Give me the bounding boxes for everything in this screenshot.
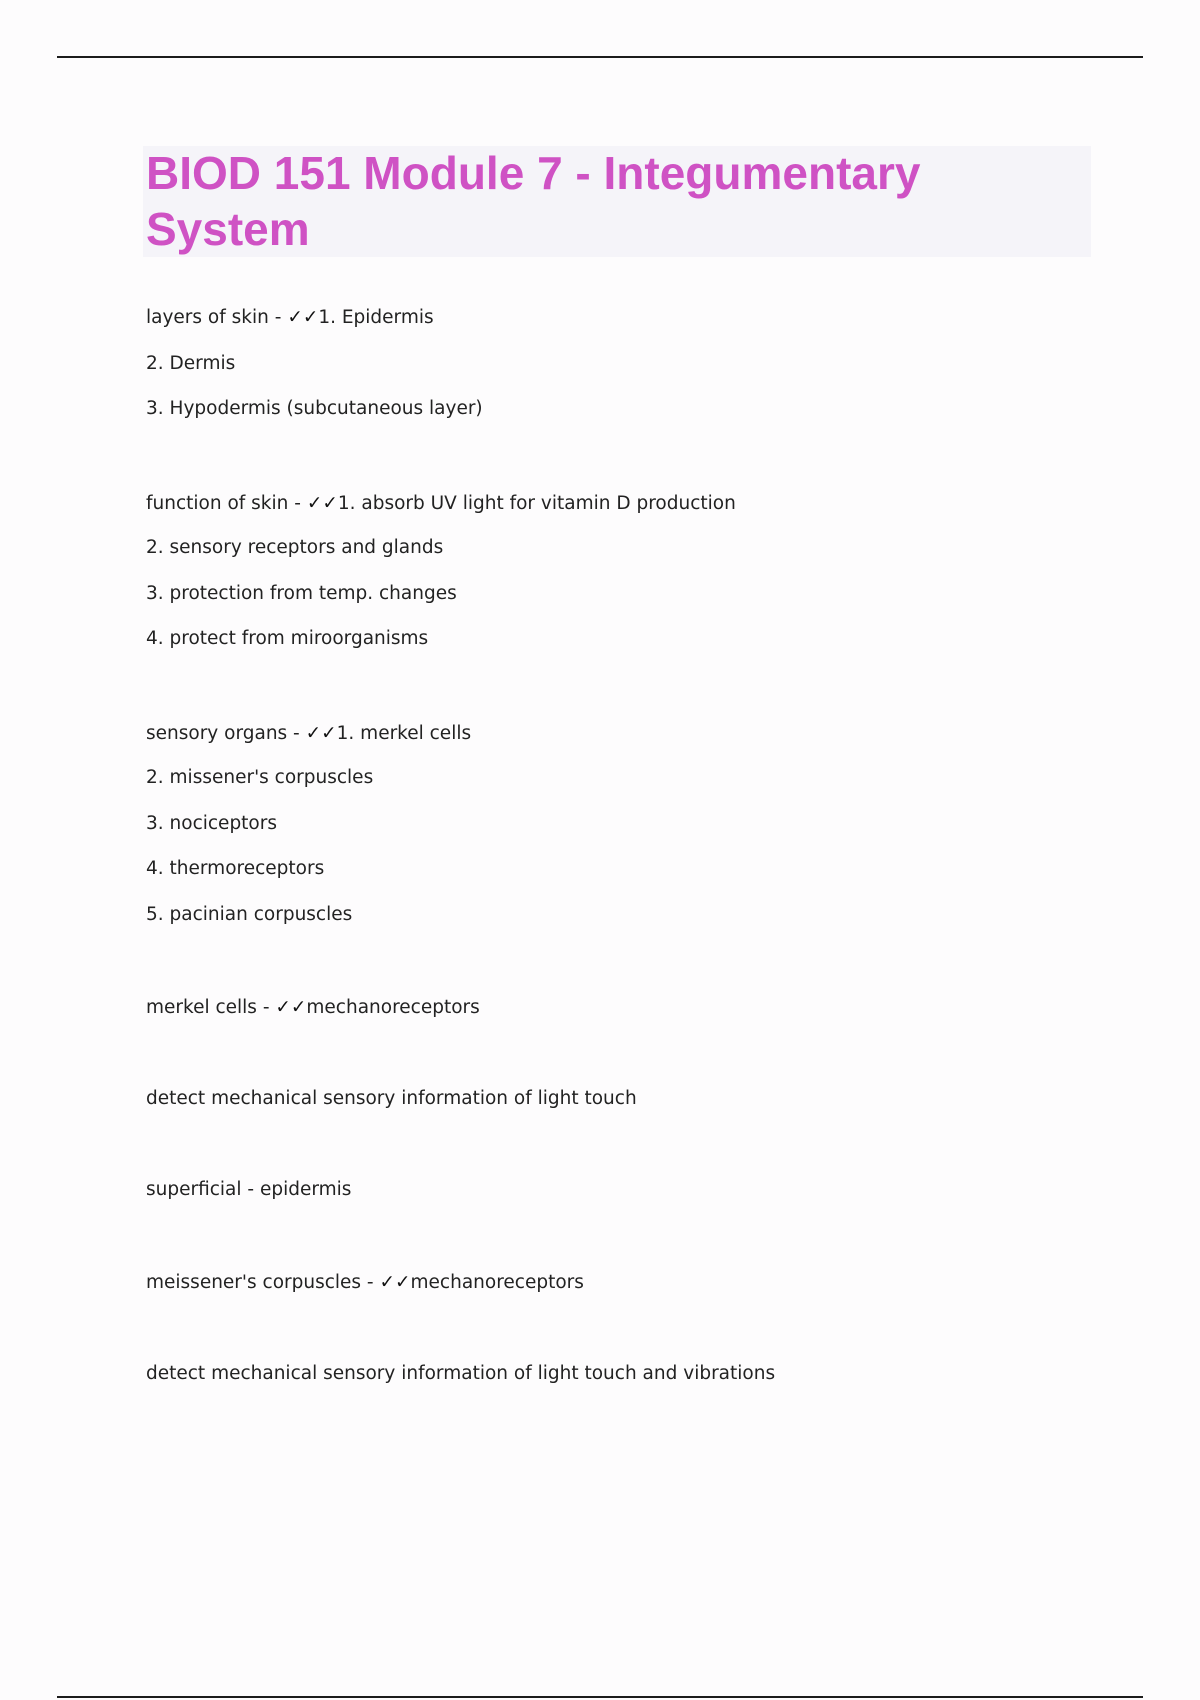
entry-definition: 1. Epidermis [318,307,434,328]
footer-rule [57,1696,1143,1698]
entry-line: 2. Dermis [146,353,236,374]
entry-line: detect mechanical sensory information of light touch [146,1088,637,1109]
entry-line: 5. pacinian corpuscles [146,904,353,925]
double-check-icon: ✓✓ [379,1272,411,1293]
entry-definition: 1. merkel cells [336,723,472,744]
document-title: BIOD 151 Module 7 - Integumentary System [146,147,921,255]
entry-term-line [146,996,480,1020]
entry-line: detect mechanical sensory information of light touch and vibrations [146,1363,776,1384]
entry-term-line [146,1271,584,1295]
double-check-icon: ✓✓ [306,493,338,514]
entry-term-line [146,722,471,746]
entry-term: layers of skin - [146,307,288,328]
entry-definition: mechanoreceptors [410,1272,584,1293]
entry-term-line [146,492,736,516]
entry-line: 3. protection from temp. changes [146,583,457,604]
entry-line: 3. Hypodermis (subcutaneous layer) [146,398,483,419]
entry-line: 3. nociceptors [146,813,277,834]
entry-term: merkel cells - [146,997,276,1018]
entry-line: superficial - epidermis [146,1179,352,1200]
entry-line: 2. missener's corpuscles [146,767,374,788]
double-check-icon: ✓✓ [287,307,319,328]
entry-term: meissener's corpuscles - [146,1272,380,1293]
entry-definition: mechanoreceptors [306,997,480,1018]
entry-line: 4. protect from miroorganisms [146,628,429,649]
double-check-icon: ✓✓ [305,723,337,744]
entry-term: sensory organs - [146,723,306,744]
entry-line: 4. thermoreceptors [146,858,325,879]
entry-term: function of skin - [146,493,307,514]
entry-term-line [146,306,434,330]
header-rule [57,56,1143,58]
entry-line: 2. sensory receptors and glands [146,537,444,558]
double-check-icon: ✓✓ [275,997,307,1018]
entry-definition: 1. absorb UV light for vitamin D production [337,493,736,514]
